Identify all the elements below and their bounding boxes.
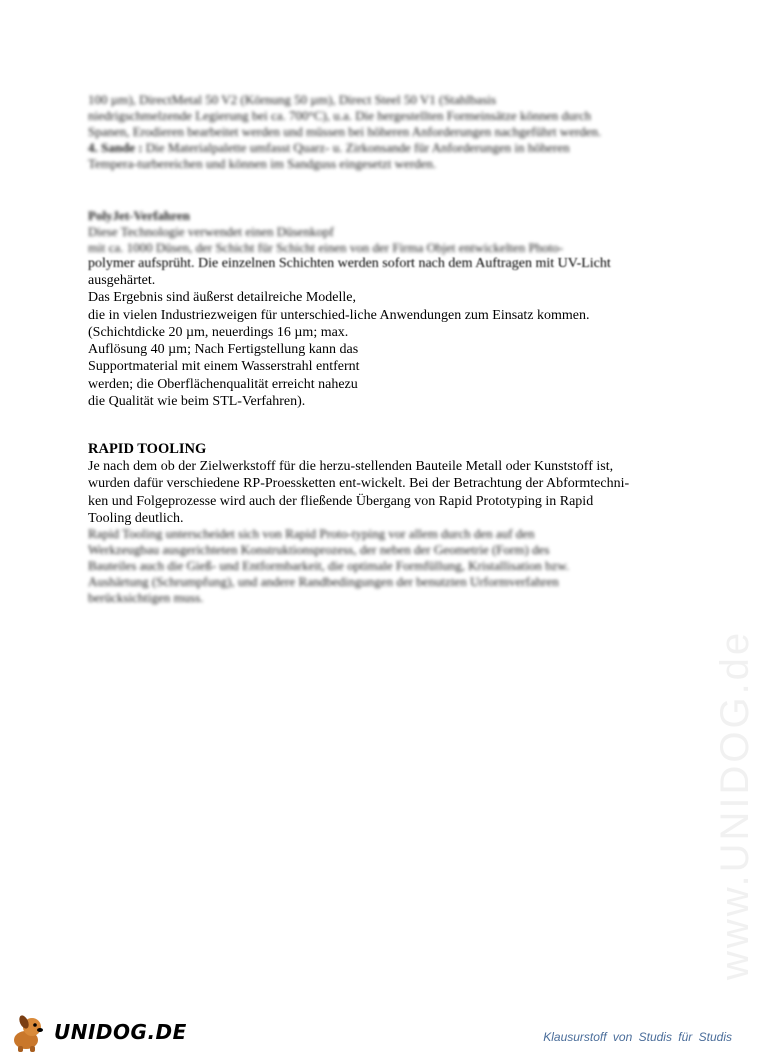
text-line: Tempera-turbereichen und können im Sandguss eingesetzt werden.: [88, 156, 437, 171]
blurred-top-paragraph: [88, 92, 668, 172]
text-line: berücksichtigen muss.: [88, 590, 204, 605]
dog-icon: [10, 1014, 50, 1052]
footer-tagline: Klausurstoff von Studis für Studis: [543, 1030, 732, 1044]
text-line: Aushärtung (Schrumpfung), und andere Randbedingungen der benutzten Urformverfahren: [88, 574, 559, 589]
text-line: Bauteiles auch die Gieß- und Entformbarkeit, die optimale Formfüllung, Kristallisation bzw.: [88, 558, 570, 573]
watermark: www.UNIDOG.de: [713, 629, 757, 980]
sande-text: Die Materialpalette umfasst Quarz- u. Zirkonsande für Anforderungen in höheren: [142, 140, 570, 155]
polyjet-blurred-lines: [88, 224, 668, 256]
logo-text: UNIDOG.DE: [54, 1020, 187, 1044]
rapid-tooling-blurred-paragraph: [88, 526, 668, 606]
footer-logo: [10, 1014, 187, 1052]
sande-label: 4. Sande :: [88, 140, 143, 155]
polyjet-partial-line: polymer aufsprüht. Die einzelnen Schichten werden sofort nach dem Auftragen mit UV-Licht: [88, 256, 611, 271]
text-line: Diese Technologie verwendet einen Düsenkopf: [88, 224, 334, 239]
polyjet-text: ausgehärtet. Das Ergebnis sind äußerst detailreiche Modelle, die in vielen Industriezweigen für unterschied-liche Anwendungen zum Einsatz kommen. (Schichtdicke 20 µm, neuerdings 16 µm; max. Auflösung 40 µm; Nach Fertigstellung kann das Supportmaterial mit einem Wasserstrahl entfernt werden; die Oberflächenqualität erreicht nahezu die Qualität wie beim STL-Verfahren).: [88, 273, 590, 410]
text-line: [88, 140, 668, 156]
text-line: niedrigschmelzende Legierung bei ca. 700°C), u.a. Die hergestellten Formeinsätze können durch: [88, 108, 592, 123]
rapid-tooling-text: Je nach dem ob der Zielwerkstoff für die herzu-stellenden Bauteile Metall oder Kunststoff ist, wurden dafür verschiedene RP-Proessketten ent-wickelt. Bei der Betrachtung der Abformtechni- ken und Folgeprozesse wird auch der fließende Übergang von Rapid Prototyping in Rapid Tooling deutlich.: [88, 459, 630, 526]
text-line: mit ca. 1000 Düsen, der Schicht für Schicht einen von der Firma Objet entwickelten Photo-: [88, 240, 564, 255]
text-line: Werkzeugbau ausgerichteten Konstruktionsprozess, der neben der Geometrie (Form) des: [88, 542, 550, 557]
text-line: Spanen, Erodieren bearbeitet werden und müssen bei höheren Anforderungen nachgeführt werden.: [88, 124, 602, 139]
text-line: 100 µm), DirectMetal 50 V2 (Körnung 50 µm), Direct Steel 50 V1 (Stahlbasis: [88, 92, 497, 107]
text-line: Rapid Tooling unterscheidet sich von Rapid Proto-typing vor allem durch den auf den: [88, 526, 535, 541]
polyjet-heading: PolyJet-Verfahren: [88, 208, 190, 223]
rapid-tooling-heading: RAPID TOOLING: [88, 441, 207, 457]
